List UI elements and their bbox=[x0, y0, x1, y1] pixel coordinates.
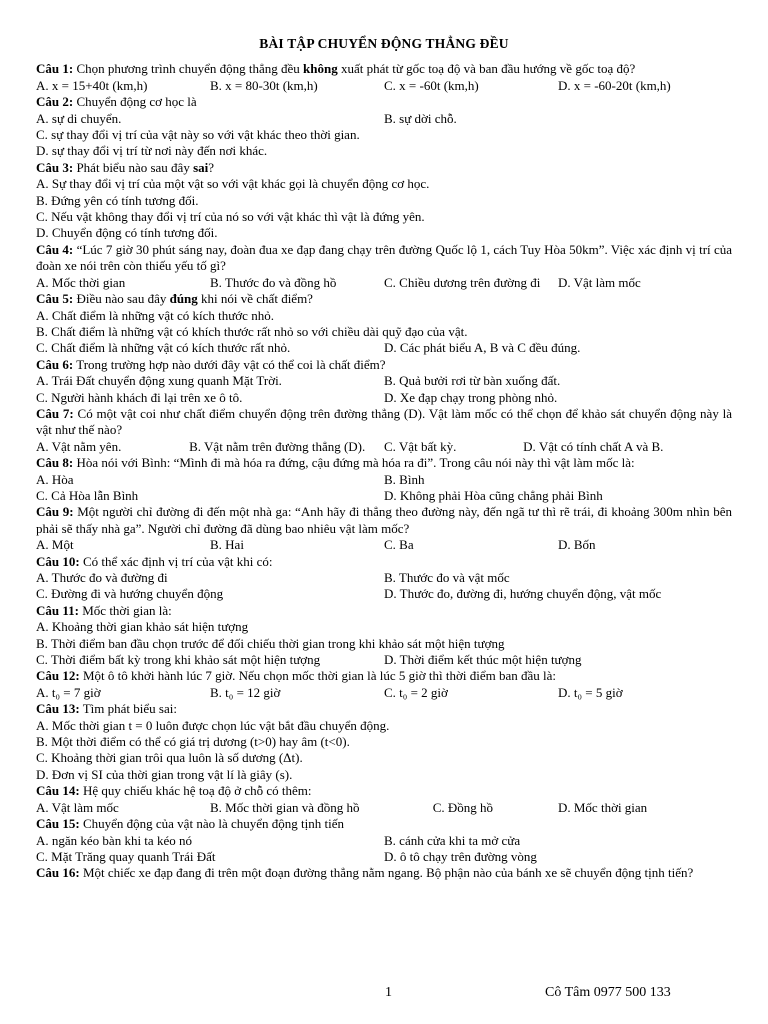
question-label: Câu 5: bbox=[36, 291, 74, 307]
options-row bbox=[36, 472, 732, 488]
option-a: A. Sự thay đổi vị trí của một vật so với vật khác gọi là chuyển động cơ học. bbox=[36, 176, 430, 192]
option-c: C. Đường đi và hướng chuyển động bbox=[36, 586, 224, 602]
question-11: Câu 11: Mốc thời gian là: bbox=[36, 602, 172, 618]
option-d: D. Vật có tính chất A và B. bbox=[523, 438, 664, 454]
option-b: B. cánh cửa khi ta mở cửa bbox=[384, 832, 521, 848]
option-c: C. Nếu vật không thay đổi vị trí của nó so với vật khác thì vật là đứng yên. bbox=[36, 209, 425, 225]
question-label: Câu 12: bbox=[36, 668, 80, 684]
option-b: B. Bình bbox=[384, 471, 425, 487]
option-a: A. Vật làm mốc bbox=[36, 799, 119, 815]
option-d: D. x = -60-20t (km,h) bbox=[558, 77, 671, 93]
question-12: Câu 12: Một ô tô khởi hành lúc 7 giờ. Nếu chọn mốc thời gian là lúc 5 giờ thì thời điểm ban đầu là: bbox=[36, 668, 556, 684]
option-c: C. t₀ = 2 giờ bbox=[384, 684, 448, 700]
option-b: B. sự dời chỗ. bbox=[384, 110, 457, 126]
question-1: Câu 1: Chọn phương trình chuyển động thẳng đều không xuất phát từ gốc toạ độ và ban đầu hướng về gốc toạ độ? bbox=[36, 61, 636, 77]
question-15: Câu 15: Chuyển động của vật nào là chuyển động tịnh tiến bbox=[36, 816, 344, 832]
question-14: Câu 14: Hệ quy chiếu khác hệ toạ độ ở chỗ có thêm: bbox=[36, 783, 312, 799]
options-row bbox=[36, 570, 732, 586]
question-8: Câu 8: Hòa nói với Bình: “Mình đi mà hóa ra đứng, cậu đứng mà hóa ra đi”. Trong câu nói này thì vật làm mốc là: bbox=[36, 455, 635, 471]
options-row bbox=[36, 800, 732, 816]
question-label: Câu 10: bbox=[36, 553, 80, 569]
option-c: C. Mặt Trăng quay quanh Trái Đất bbox=[36, 848, 216, 864]
question-label: Câu 1: bbox=[36, 61, 74, 77]
option-a: A. ngăn kéo bàn khi ta kéo nó bbox=[36, 832, 192, 848]
question-16: Câu 16: Một chiếc xe đạp đang đi trên một đoạn đường thẳng nằm ngang. Bộ phận nào của bánh xe sẽ chuyển động tịnh tiến? bbox=[36, 865, 694, 881]
page-number: 1 bbox=[385, 985, 392, 1000]
question-label: Câu 7: bbox=[36, 405, 74, 421]
options-row bbox=[36, 849, 732, 865]
option-b: B. Vật nằm trên đường thẳng (D). bbox=[189, 438, 366, 454]
question-10: Câu 10: Có thể xác định vị trí của vật khi có: bbox=[36, 553, 273, 569]
options-row bbox=[36, 439, 732, 455]
question-4: Câu 4: “Lúc 7 giờ 30 phút sáng nay, đoàn đua xe đạp đang chạy trên đường Quốc lộ 1, cách Tuy Hòa 50km”. Việc xác định vị trí của đoàn xe nói trên còn thiếu yếu tố gì? bbox=[36, 241, 732, 274]
option-d: D. Bốn bbox=[558, 537, 596, 553]
question-label: Câu 16: bbox=[36, 865, 80, 881]
question-label: Câu 13: bbox=[36, 701, 80, 717]
option-d: D. ô tô chạy trên đường vòng bbox=[384, 848, 537, 864]
option-b: B. Chất điểm là những vật có khích thước rất nhỏ so với chiều dài quỹ đạo của vật. bbox=[36, 323, 468, 339]
option-c: C. Ba bbox=[384, 537, 414, 553]
question-3: Câu 3: Phát biểu nào sau đây sai? bbox=[36, 159, 215, 175]
option-b: B. Quả bưởi rơi từ bàn xuống đất. bbox=[384, 373, 561, 389]
option-a: A. t₀ = 7 giờ bbox=[36, 684, 101, 700]
options-row bbox=[36, 111, 732, 127]
option-a: A. Thước đo và đường đi bbox=[36, 570, 168, 585]
option-c: C. Cả Hòa lẫn Bình bbox=[36, 487, 139, 503]
option-a: A. Hòa bbox=[36, 471, 74, 487]
option-b: B. Mốc thời gian và đồng hồ bbox=[210, 799, 360, 815]
options-row bbox=[36, 390, 732, 406]
question-label: Câu 11: bbox=[36, 602, 79, 618]
option-b: B. Đứng yên có tính tương đối. bbox=[36, 192, 199, 208]
option-a: A. Khoảng thời gian khảo sát hiện tượng bbox=[36, 619, 249, 635]
options-row bbox=[36, 340, 732, 356]
page-footer bbox=[0, 985, 768, 1005]
option-c: C. Chiều dương trên đường đi bbox=[384, 274, 541, 290]
option-d: D. Thời điểm kết thúc một hiện tượng bbox=[384, 652, 582, 668]
option-c: C. Chất điểm là những vật có kích thước rất nhỏ. bbox=[36, 340, 291, 356]
option-c: C. Thời điểm bất kỳ trong khi khảo sát một hiện tượng bbox=[36, 652, 321, 668]
options-row bbox=[36, 373, 732, 389]
question-label: Câu 9: bbox=[36, 504, 74, 520]
question-9: Câu 9: Một người chỉ đường đi đến một nhà ga: “Anh hãy đi thẳng theo đường này, đến ngã tư thì rẽ trái, đi khoảng 300m nhìn bên phải sẽ thấy nhà ga”. Người chỉ đường đã dùng bao nhiêu vật làm mốc? bbox=[36, 504, 732, 536]
option-a: A. Chất điểm là những vật có kích thước nhỏ. bbox=[36, 307, 274, 323]
option-d: D. Chuyển động có tính tương đối. bbox=[36, 225, 218, 241]
option-d: D. sự thay đổi vị trí từ nơi này đến nơi khác. bbox=[36, 143, 268, 159]
options-row bbox=[36, 652, 732, 668]
option-c: C. Người hành khách đi lại trên xe ô tô. bbox=[36, 389, 243, 405]
option-b: B. x = 80-30t (km,h) bbox=[210, 77, 318, 93]
option-d: D. Vật làm mốc bbox=[558, 274, 641, 290]
option-a: A. Vật nằm yên. bbox=[36, 438, 122, 454]
question-5: Câu 5: Điều nào sau đây đúng khi nói về chất điểm? bbox=[36, 291, 313, 307]
question-6: Câu 6: Trong trường hợp nào dưới đây vật có thể coi là chất điểm? bbox=[36, 356, 386, 372]
question-13: Câu 13: Tìm phát biểu sai: bbox=[36, 701, 177, 717]
option-d: D. Thước đo, đường đi, hướng chuyển động, vật mốc bbox=[384, 586, 662, 602]
option-c: C. Đồng hồ bbox=[432, 799, 494, 815]
options-row bbox=[36, 833, 732, 849]
option-b: B. Thời điểm ban đầu chọn trước để đối chiếu thời gian trong khi khảo sát một hiện tượng bbox=[36, 635, 505, 651]
question-label: Câu 8: bbox=[36, 455, 74, 471]
question-label: Câu 2: bbox=[36, 94, 74, 110]
option-b: B. Thước đo và đồng hồ bbox=[210, 274, 337, 290]
options-row bbox=[36, 537, 732, 553]
question-label: Câu 14: bbox=[36, 783, 80, 799]
question-label: Câu 3: bbox=[36, 159, 74, 175]
option-b: B. Hai bbox=[210, 537, 244, 553]
option-b: B. Thước đo và vật mốc bbox=[384, 570, 510, 585]
options-row bbox=[36, 685, 732, 701]
option-d: D. Đơn vị SI của thời gian trong vật lí là giây (s). bbox=[36, 766, 293, 782]
option-d: D. Xe đạp chạy trong phòng nhỏ. bbox=[384, 389, 558, 405]
document-title: BÀI TẬP CHUYỂN ĐỘNG THẲNG ĐỀU bbox=[259, 36, 509, 51]
options-row bbox=[36, 275, 732, 291]
option-c: C. sự thay đổi vị trí của vật này so với vật khác theo thời gian. bbox=[36, 127, 360, 143]
option-c: C. Vật bất kỳ. bbox=[383, 438, 457, 454]
option-d: D. Các phát biểu A, B và C đều đúng. bbox=[384, 340, 581, 356]
options-row bbox=[36, 78, 732, 94]
option-a: A. Một bbox=[36, 537, 74, 553]
options-row bbox=[36, 586, 732, 602]
question-7: Câu 7: Có một vật coi như chất điểm chuyển động trên đường thẳng (D). Vật làm mốc có thể chọn để khảo sát chuyển động này là vật như thế nào? bbox=[36, 405, 732, 438]
option-a: A. x = 15+40t (km,h) bbox=[36, 77, 148, 93]
option-b: B. t₀ = 12 giờ bbox=[210, 684, 281, 700]
option-a: A. Trái Đất chuyển động xung quanh Mặt Trời. bbox=[36, 373, 282, 389]
option-d: D. Không phải Hòa cũng chẳng phải Bình bbox=[384, 487, 603, 503]
question-label: Câu 6: bbox=[36, 356, 74, 372]
option-d: D. Mốc thời gian bbox=[557, 799, 648, 815]
option-a: A. Mốc thời gian t = 0 luôn được chọn lúc vật bắt đầu chuyển động. bbox=[36, 717, 390, 733]
option-a: A. sự di chuyển. bbox=[36, 110, 122, 126]
option-a: A. Mốc thời gian bbox=[36, 274, 126, 290]
question-label: Câu 15: bbox=[36, 816, 80, 832]
question-2: Câu 2: Chuyển động cơ học là bbox=[36, 94, 197, 110]
option-d: D. t₀ = 5 giờ bbox=[558, 684, 623, 700]
question-label: Câu 4: bbox=[36, 241, 74, 257]
author-contact: Cô Tâm 0977 500 133 bbox=[545, 985, 671, 1000]
option-b: B. Một thời điểm có thể có giá trị dương (t>0) hay âm (t<0). bbox=[36, 734, 350, 750]
option-c: C. Khoảng thời gian trôi qua luôn là số dương (Δt). bbox=[36, 750, 303, 766]
option-c: C. x = -60t (km,h) bbox=[384, 77, 479, 93]
options-row bbox=[36, 488, 732, 504]
